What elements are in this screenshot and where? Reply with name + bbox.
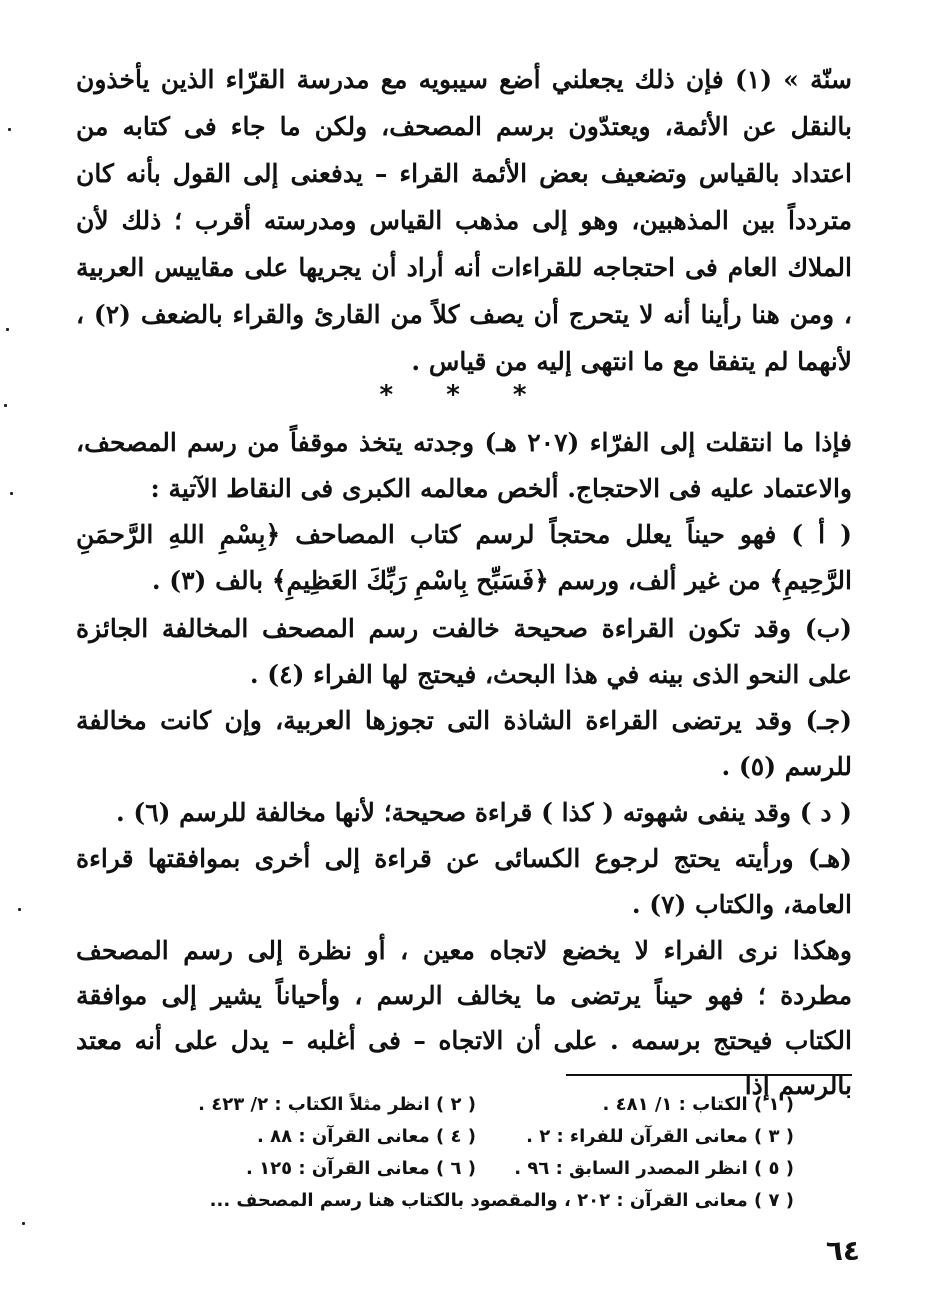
footnote-row	[190, 1090, 794, 1120]
scan-mark	[18, 908, 21, 911]
footnote-row	[190, 1186, 794, 1216]
footnote-divider	[566, 1074, 852, 1076]
footnote-row	[190, 1122, 794, 1152]
scan-mark	[4, 404, 7, 407]
scan-mark	[22, 1222, 25, 1225]
list-item-d: ( د ) وقد ينفى شهوته ( كذا ) قراءة صحيحة؛ لأنها مخالفة للرسم (٦) .	[115, 798, 852, 827]
list-item-b: (ب) وقد تكون القراءة صحيحة خالفت رسم المصحف المخالفة الجائزة على النحو الذى بينه في هذا البحث، فيحتج لها الفراء (٤) .	[76, 614, 852, 689]
footnote-6: ( ٦ ) معانى القرآن : ١٢٥ .	[246, 1158, 476, 1179]
footnote-7: ( ٧ ) معانى القرآن : ٢٠٢ ، والمقصود بالكتاب هنا رسم المصحف ...	[209, 1190, 794, 1211]
list-item-a: ( أ ) فهو حيناً يعلل محتجاً لرسم كتاب المصاحف ﴿بِسْمِ اللهِ الرَّحمَنِ الرَّحِيمِ﴾ من غير ألف، ورسم ﴿فَسَبِّح بِاسْمِ رَبِّكَ العَظِيمِ﴾ بالف (٣) .	[76, 520, 852, 595]
paragraph-2: فإذا ما انتقلت إلى الفرّاء (٢٠٧ هـ) وجدته يتخذ موقفاً من رسم المصحف، والاعتماد عليه فى الاحتجاج. ألخص معالمه الكبرى فى النقاط الآتية :	[76, 428, 852, 503]
footnote-1: ( ١ ) الكتاب : ١/ ٤٨١ .	[602, 1094, 794, 1115]
paragraph-3: وهكذا نرى الفراء لا يخضع لاتجاه معين ، أو نظرة إلى رسم المصحف مطردة ؛ فهو حيناً يرتضى ما يخالف الرسم ، وأحياناً يشير إلى موافقة الكتاب فيحتج برسمه . على أن الاتجاه – فى أغلبه – يدل على أنه معتد بالرسم إذا	[76, 936, 852, 1100]
scan-mark	[8, 128, 11, 131]
list-item-c: (جـ) وقد يرتضى القراءة الشاذة التى تجوزها العربية، وإن كانت مخالفة للرسم (٥) .	[76, 706, 852, 781]
footnote-3: ( ٣ ) معانى القرآن للفراء : ٢ .	[526, 1126, 794, 1147]
scan-mark	[6, 328, 9, 331]
footnote-4: ( ٤ ) معانى القرآن : ٨٨ .	[257, 1126, 476, 1147]
paragraph-1: سنّة » (١) فإن ذلك يجعلني أضع سيبويه مع مدرسة القرّاء الذين يأخذون بالنقل عن الأئمة، ويعتدّون برسم المصحف، ولكن ما جاء فى كتابه من اعتداد بالقياس وتضعيف بعض الأئمة القراء – يدفعنى إلى القول بأنه كان متردداً بين المذهبين، وهو إلى مذهب القياس ومدرسته أقرب ؛ ذلك لأن الملاك العام فى احتجاجه للقراءات أنه أراد أن يجريها على مقاييس العربية ، ومن هنا رأينا أنه لا يتحرج أن يصف كلاً من القارئ والقراء بالضعف (٢) ، لأنهما لم يتفقا مع ما انتهى إليه من قياس .	[76, 65, 852, 376]
list-item-e: (هـ) ورأيته يحتج لرجوع الكسائى عن قراءة إلى أخرى بموافقتها قراءة العامة، والكتاب (٧) .	[76, 844, 852, 919]
footnote-5: ( ٥ ) انظر المصدر السابق : ٩٦ .	[514, 1158, 794, 1179]
footnote-row	[190, 1154, 794, 1184]
footnote-2: ( ٢ ) انظر مثلاً الكتاب : ٢/ ٤٢٣ .	[198, 1094, 476, 1115]
scan-mark	[10, 492, 13, 495]
section-separator: * * *	[379, 380, 549, 410]
page-number: ٦٤	[825, 1234, 860, 1267]
